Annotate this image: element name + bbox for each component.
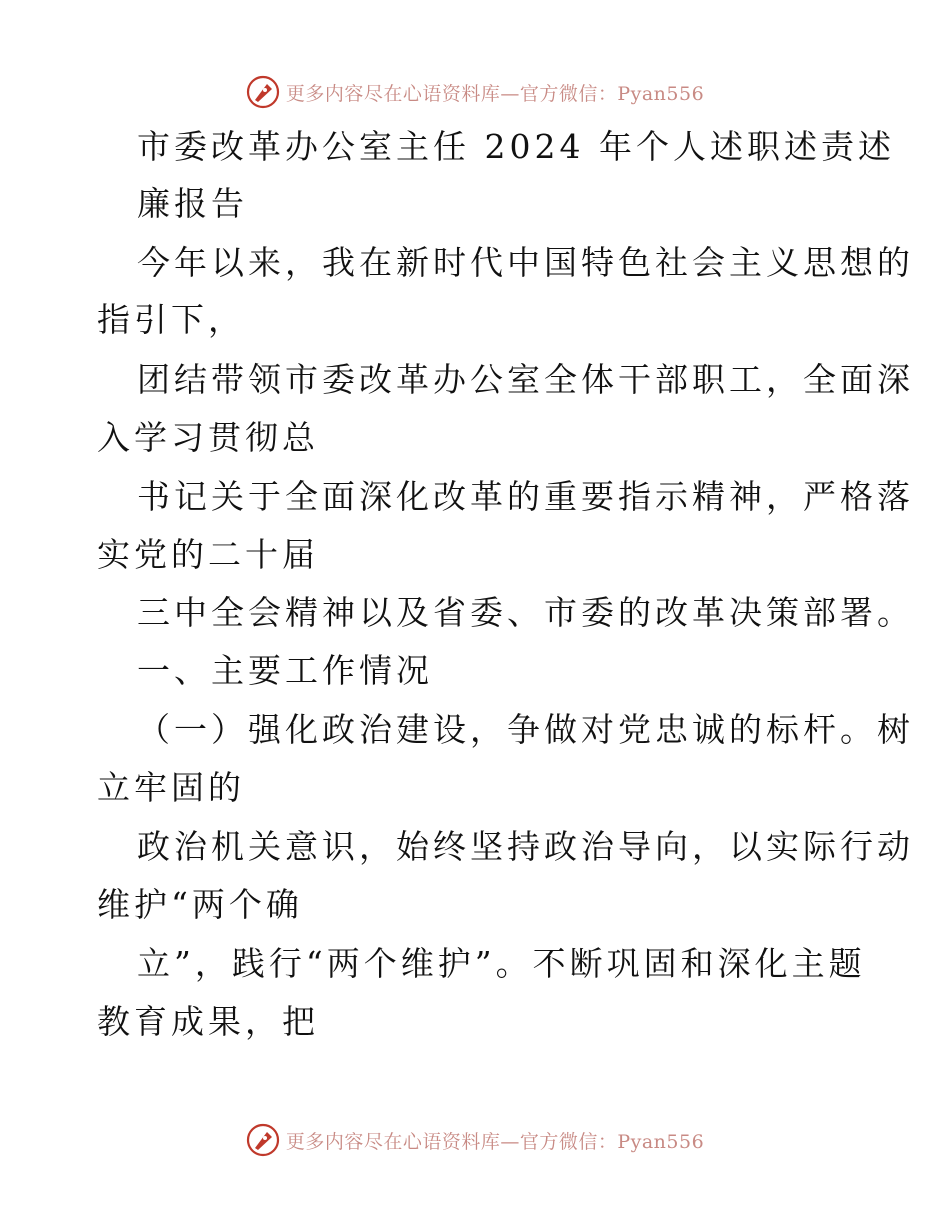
paragraph-line: 实党的二十届 — [97, 535, 319, 574]
watermark-header — [0, 72, 950, 112]
watermark-text: 更多内容尽在心语资料库—官方微信：Pyan556 — [285, 1130, 705, 1153]
paragraph-line: 立牢固的 — [97, 768, 245, 807]
section-heading: 一、主要工作情况 — [137, 651, 433, 690]
paragraph-line: 教育成果，把 — [97, 1002, 319, 1041]
paragraph-line: 三中全会精神以及省委、市委的改革决策部署。 — [137, 593, 914, 632]
doc-title-line-1: 市委改革办公室主任 2024 年个人述职述责述 — [137, 127, 895, 166]
paragraph-line: 指引下， — [97, 300, 245, 339]
pen-nib-logo-icon — [246, 1123, 280, 1157]
paragraph-line: 政治机关意识，始终坚持政治导向，以实际行动 — [137, 827, 914, 866]
paragraph-line: 团结带领市委改革办公室全体干部职工，全面深 — [137, 360, 914, 399]
pen-nib-logo-icon — [246, 75, 280, 109]
paragraph-line: 今年以来，我在新时代中国特色社会主义思想的 — [137, 243, 914, 282]
paragraph-line: 入学习贯彻总 — [97, 418, 319, 457]
paragraph-line: 立”，践行“两个维护”。不断巩固和深化主题 — [137, 944, 866, 983]
doc-title-line-2: 廉报告 — [137, 184, 248, 223]
paragraph-line: 维护“两个确 — [97, 885, 303, 924]
watermark-text: 更多内容尽在心语资料库—官方微信：Pyan556 — [285, 82, 705, 105]
subsection-heading-line: （一）强化政治建设，争做对党忠诚的标杆。树 — [137, 710, 914, 749]
watermark-footer — [0, 1120, 950, 1160]
paragraph-line: 书记关于全面深化改革的重要指示精神，严格落 — [137, 477, 914, 516]
